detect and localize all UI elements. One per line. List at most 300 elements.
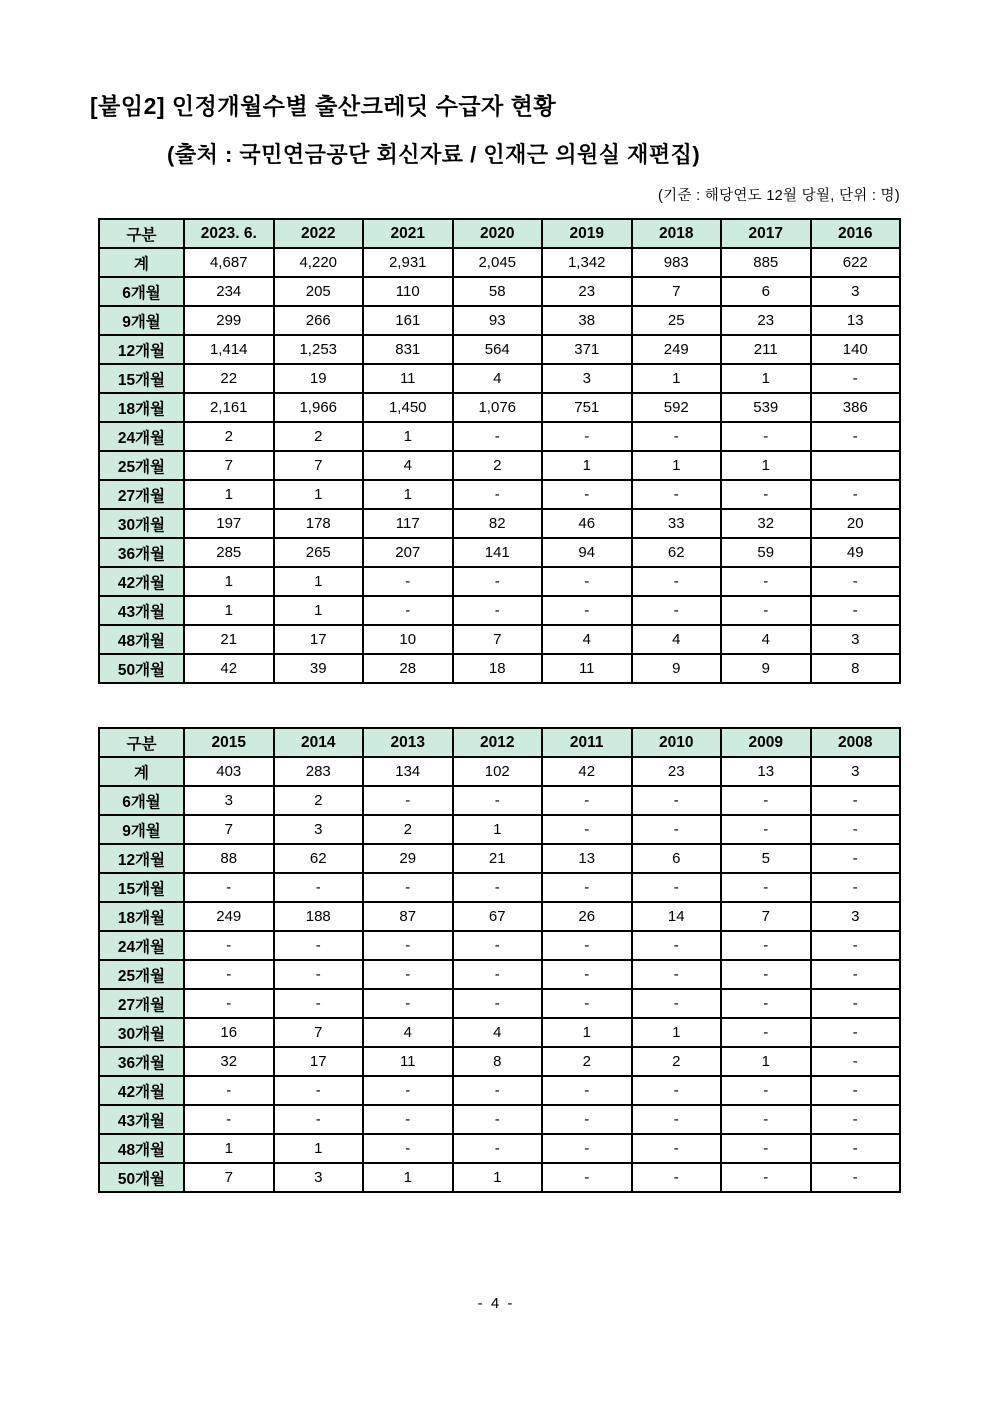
- table-cell: 7: [453, 625, 543, 654]
- table-cell: -: [721, 1105, 811, 1134]
- table-cell: 211: [721, 335, 811, 364]
- row-label: 27개월: [99, 480, 184, 509]
- row-label: 30개월: [99, 509, 184, 538]
- table-cell: 134: [363, 757, 453, 786]
- table-row: [99, 335, 900, 364]
- table-cell: 3: [542, 364, 632, 393]
- table-cell: 1,253: [274, 335, 364, 364]
- table-cell: 2: [274, 786, 364, 815]
- row-label: 계: [99, 757, 184, 786]
- table-cell: 1: [184, 1134, 274, 1163]
- basis-unit-note: (기준 : 해당연도 12월 당월, 단위 : 명): [658, 188, 900, 204]
- table-cell: 1: [453, 815, 543, 844]
- table-cell: 249: [184, 902, 274, 931]
- row-label: 50개월: [99, 654, 184, 683]
- table-row: [99, 757, 900, 786]
- table-cell: 29: [363, 844, 453, 873]
- table-cell: 403: [184, 757, 274, 786]
- table-cell: 3: [184, 786, 274, 815]
- table-cell: 11: [542, 654, 632, 683]
- table-cell: -: [811, 1047, 901, 1076]
- table-cell: -: [542, 1163, 632, 1192]
- corner-header: 구분: [99, 728, 184, 757]
- table-cell: -: [811, 931, 901, 960]
- table-cell: 9: [721, 654, 811, 683]
- table-cell: 2: [363, 815, 453, 844]
- column-header-year: 2020: [453, 219, 543, 248]
- column-header-year: 2018: [632, 219, 722, 248]
- table-cell: 14: [632, 902, 722, 931]
- row-label: 50개월: [99, 1163, 184, 1192]
- table-cell: 178: [274, 509, 364, 538]
- table-row: [99, 931, 900, 960]
- column-header-year: 2015: [184, 728, 274, 757]
- table-cell: -: [632, 786, 722, 815]
- page-subtitle-source: (출처 : 국민연금공단 회신자료 / 인재근 의원실 재편집): [167, 142, 701, 167]
- table-cell: 1: [721, 451, 811, 480]
- table-cell: 19: [274, 364, 364, 393]
- table-cell: -: [721, 931, 811, 960]
- table-row: [99, 480, 900, 509]
- table-cell: 1: [274, 1134, 364, 1163]
- table-cell: -: [632, 1163, 722, 1192]
- column-header-year: 2008: [811, 728, 901, 757]
- table-cell: 49: [811, 538, 901, 567]
- table-cell: 386: [811, 393, 901, 422]
- table-cell: 21: [453, 844, 543, 873]
- row-label: 12개월: [99, 844, 184, 873]
- table-cell: -: [542, 480, 632, 509]
- table-cell: -: [632, 960, 722, 989]
- table-cell: 1: [632, 451, 722, 480]
- table-cell: 539: [721, 393, 811, 422]
- table-cell: -: [363, 1076, 453, 1105]
- column-header-year: 2019: [542, 219, 632, 248]
- table-cell: -: [453, 989, 543, 1018]
- table-cell: -: [274, 931, 364, 960]
- table-cell: -: [811, 1163, 901, 1192]
- table-cell: 1: [274, 567, 364, 596]
- table-cell: 2: [453, 451, 543, 480]
- table-cell: 4: [542, 625, 632, 654]
- table-row: [99, 509, 900, 538]
- table-cell: -: [811, 567, 901, 596]
- table-cell: -: [453, 596, 543, 625]
- table-cell: 9: [632, 654, 722, 683]
- table-cell: 62: [274, 844, 364, 873]
- data-table-2008-2015: [98, 727, 901, 1193]
- row-label: 15개월: [99, 873, 184, 902]
- table-cell: -: [542, 786, 632, 815]
- table-cell: 266: [274, 306, 364, 335]
- table-cell: 102: [453, 757, 543, 786]
- table-cell: 3: [274, 815, 364, 844]
- table-cell: 983: [632, 248, 722, 277]
- column-header-year: 2010: [632, 728, 722, 757]
- column-header-year: 2014: [274, 728, 364, 757]
- table-cell: -: [542, 1076, 632, 1105]
- table-cell: 13: [542, 844, 632, 873]
- table-cell: 283: [274, 757, 364, 786]
- table-cell: 249: [632, 335, 722, 364]
- table-row: [99, 654, 900, 683]
- table-cell: -: [363, 567, 453, 596]
- table-cell: -: [274, 1076, 364, 1105]
- table-cell: -: [811, 1134, 901, 1163]
- table-cell: -: [811, 422, 901, 451]
- table-cell: -: [632, 989, 722, 1018]
- table-cell: -: [811, 1105, 901, 1134]
- table-cell: 6: [632, 844, 722, 873]
- table-cell: -: [184, 1076, 274, 1105]
- table-cell: 3: [811, 757, 901, 786]
- table-cell: 1: [274, 596, 364, 625]
- table-cell: 42: [542, 757, 632, 786]
- table-cell: 1,076: [453, 393, 543, 422]
- data-table-2016-2023: [98, 218, 901, 684]
- table-row: [99, 1076, 900, 1105]
- table-cell: 10: [363, 625, 453, 654]
- header-row: [99, 728, 900, 757]
- table-cell: 7: [632, 277, 722, 306]
- table-cell: 2: [632, 1047, 722, 1076]
- table-cell: -: [453, 480, 543, 509]
- column-header-year: 2021: [363, 219, 453, 248]
- table-cell: -: [184, 873, 274, 902]
- table-cell: -: [811, 815, 901, 844]
- table-cell: 3: [811, 277, 901, 306]
- table-cell: -: [811, 480, 901, 509]
- table-cell: -: [453, 873, 543, 902]
- column-header-year: 2012: [453, 728, 543, 757]
- corner-header: 구분: [99, 219, 184, 248]
- table-cell: -: [363, 1105, 453, 1134]
- table-cell: -: [811, 1076, 901, 1105]
- table-cell: 285: [184, 538, 274, 567]
- row-label: 계: [99, 248, 184, 277]
- table-row: [99, 786, 900, 815]
- table-cell: -: [632, 567, 722, 596]
- table-cell: -: [721, 815, 811, 844]
- table-cell: 4: [363, 451, 453, 480]
- table-cell: -: [811, 989, 901, 1018]
- table-row: [99, 596, 900, 625]
- column-header-year: 2023. 6.: [184, 219, 274, 248]
- table-cell: 1: [453, 1163, 543, 1192]
- table-cell: 93: [453, 306, 543, 335]
- table-cell: -: [453, 931, 543, 960]
- table-cell: -: [811, 960, 901, 989]
- table-cell: -: [542, 596, 632, 625]
- table-cell: -: [542, 989, 632, 1018]
- table-cell: 1: [274, 480, 364, 509]
- column-header-year: 2011: [542, 728, 632, 757]
- table-cell: 4,220: [274, 248, 364, 277]
- row-label: 6개월: [99, 786, 184, 815]
- table-cell: -: [632, 1105, 722, 1134]
- table-cell: -: [811, 844, 901, 873]
- table-cell: 2,931: [363, 248, 453, 277]
- table-cell: 831: [363, 335, 453, 364]
- row-label: 48개월: [99, 1134, 184, 1163]
- table-cell: -: [363, 960, 453, 989]
- table-cell: 59: [721, 538, 811, 567]
- table-cell: 564: [453, 335, 543, 364]
- table-cell: 20: [811, 509, 901, 538]
- table-row: [99, 306, 900, 335]
- table-cell: -: [363, 931, 453, 960]
- table-cell: 1: [721, 1047, 811, 1076]
- table-row: [99, 567, 900, 596]
- row-label: 42개월: [99, 567, 184, 596]
- table-cell: 46: [542, 509, 632, 538]
- table-cell: -: [542, 931, 632, 960]
- table-cell: 7: [184, 451, 274, 480]
- table-cell: 1: [363, 1163, 453, 1192]
- table-cell: 18: [453, 654, 543, 683]
- table-cell: 207: [363, 538, 453, 567]
- table-cell: 1: [542, 451, 632, 480]
- table-cell: 751: [542, 393, 632, 422]
- table-row: [99, 538, 900, 567]
- table-cell: 299: [184, 306, 274, 335]
- table-cell: 32: [184, 1047, 274, 1076]
- table-cell: 141: [453, 538, 543, 567]
- row-label: 36개월: [99, 1047, 184, 1076]
- table-cell: 885: [721, 248, 811, 277]
- table-cell: -: [632, 815, 722, 844]
- column-header-year: 2009: [721, 728, 811, 757]
- table-cell: 234: [184, 277, 274, 306]
- table-cell: -: [721, 480, 811, 509]
- table-cell: 42: [184, 654, 274, 683]
- table-cell: -: [632, 1076, 722, 1105]
- row-label: 30개월: [99, 1018, 184, 1047]
- table-cell: 11: [363, 1047, 453, 1076]
- table-cell: 622: [811, 248, 901, 277]
- row-label: 9개월: [99, 815, 184, 844]
- table-cell: 94: [542, 538, 632, 567]
- table-cell: 3: [274, 1163, 364, 1192]
- table-cell: 1: [542, 1018, 632, 1047]
- table-cell: -: [184, 960, 274, 989]
- table-cell: -: [542, 422, 632, 451]
- row-label: 9개월: [99, 306, 184, 335]
- table-cell: 13: [721, 757, 811, 786]
- table-cell: -: [542, 1134, 632, 1163]
- table-cell: 25: [632, 306, 722, 335]
- table-cell: 592: [632, 393, 722, 422]
- page-number: - 4 -: [477, 1295, 515, 1312]
- table-cell: -: [363, 1134, 453, 1163]
- table-row: [99, 1163, 900, 1192]
- row-label: 43개월: [99, 596, 184, 625]
- table-cell: 1: [721, 364, 811, 393]
- table-cell: -: [721, 873, 811, 902]
- table-cell: 4,687: [184, 248, 274, 277]
- table-cell: -: [721, 596, 811, 625]
- table-cell: 6: [721, 277, 811, 306]
- table-cell: -: [721, 1076, 811, 1105]
- table-cell: 22: [184, 364, 274, 393]
- table-row: [99, 873, 900, 902]
- table-cell: 2,161: [184, 393, 274, 422]
- column-header-year: 2022: [274, 219, 364, 248]
- column-header-year: 2017: [721, 219, 811, 248]
- table-cell: 7: [184, 1163, 274, 1192]
- page-title: [붙임2] 인정개월수별 출산크레딧 수급자 현황: [90, 93, 557, 119]
- table-cell: 1,342: [542, 248, 632, 277]
- table-cell: -: [632, 873, 722, 902]
- table-cell: 8: [453, 1047, 543, 1076]
- table-cell: 1,966: [274, 393, 364, 422]
- table-cell: -: [274, 989, 364, 1018]
- table-cell: 7: [721, 902, 811, 931]
- table-cell: 7: [274, 1018, 364, 1047]
- table-cell: 32: [721, 509, 811, 538]
- table-cell: 16: [184, 1018, 274, 1047]
- table-row: [99, 1134, 900, 1163]
- table-cell: -: [184, 1105, 274, 1134]
- table-cell: 87: [363, 902, 453, 931]
- table-cell: 3: [811, 625, 901, 654]
- table-cell: 1: [184, 567, 274, 596]
- table-cell: 371: [542, 335, 632, 364]
- table-row: [99, 451, 900, 480]
- table-cell: -: [632, 931, 722, 960]
- table-row: [99, 902, 900, 931]
- table-cell: 1: [184, 480, 274, 509]
- table-cell: -: [721, 1163, 811, 1192]
- table-cell: 13: [811, 306, 901, 335]
- table-cell: 33: [632, 509, 722, 538]
- table-row: [99, 422, 900, 451]
- table-cell: -: [363, 786, 453, 815]
- row-label: 43개월: [99, 1105, 184, 1134]
- table-cell: 2: [274, 422, 364, 451]
- table-cell: 1: [632, 364, 722, 393]
- table-cell: -: [721, 989, 811, 1018]
- row-label: 24개월: [99, 422, 184, 451]
- table-cell: 67: [453, 902, 543, 931]
- table-cell: 11: [363, 364, 453, 393]
- table-cell: -: [274, 960, 364, 989]
- table-cell: -: [811, 786, 901, 815]
- table-cell: 3: [811, 902, 901, 931]
- table-cell: -: [542, 873, 632, 902]
- table-cell: -: [363, 873, 453, 902]
- table-cell: 161: [363, 306, 453, 335]
- table-cell: 1,414: [184, 335, 274, 364]
- row-label: 25개월: [99, 451, 184, 480]
- table-cell: 4: [453, 1018, 543, 1047]
- column-header-year: 2016: [811, 219, 901, 248]
- row-label: 6개월: [99, 277, 184, 306]
- row-label: 18개월: [99, 902, 184, 931]
- table-cell: -: [274, 1105, 364, 1134]
- table-cell: 2: [542, 1047, 632, 1076]
- table-cell: 88: [184, 844, 274, 873]
- table-row: [99, 1047, 900, 1076]
- table-cell: -: [721, 1134, 811, 1163]
- table-cell: -: [453, 1076, 543, 1105]
- table-cell: -: [363, 596, 453, 625]
- table-cell: 38: [542, 306, 632, 335]
- table-row: [99, 364, 900, 393]
- table-cell: -: [632, 480, 722, 509]
- table-cell: 4: [363, 1018, 453, 1047]
- table-cell: 265: [274, 538, 364, 567]
- table-row: [99, 277, 900, 306]
- table-cell: 62: [632, 538, 722, 567]
- table-cell: -: [811, 364, 901, 393]
- row-label: 27개월: [99, 989, 184, 1018]
- table-row: [99, 248, 900, 277]
- table-cell: 4: [632, 625, 722, 654]
- row-label: 15개월: [99, 364, 184, 393]
- header-row: [99, 219, 900, 248]
- table-cell: -: [632, 596, 722, 625]
- row-label: 48개월: [99, 625, 184, 654]
- table-cell: -: [721, 567, 811, 596]
- column-header-year: 2013: [363, 728, 453, 757]
- table-row: [99, 1018, 900, 1047]
- table-cell: 58: [453, 277, 543, 306]
- table-cell: 1,450: [363, 393, 453, 422]
- table-cell: -: [184, 931, 274, 960]
- table-cell: -: [274, 873, 364, 902]
- table-row: [99, 844, 900, 873]
- table-cell: -: [721, 422, 811, 451]
- table-cell: 117: [363, 509, 453, 538]
- table-cell: 110: [363, 277, 453, 306]
- table-cell: [811, 451, 901, 480]
- row-label: 18개월: [99, 393, 184, 422]
- table-cell: -: [542, 960, 632, 989]
- row-label: 12개월: [99, 335, 184, 364]
- table-row: [99, 1105, 900, 1134]
- table-cell: -: [632, 422, 722, 451]
- table-cell: -: [184, 989, 274, 1018]
- table-row: [99, 989, 900, 1018]
- table-cell: -: [542, 567, 632, 596]
- table-row: [99, 815, 900, 844]
- table-cell: 1: [363, 422, 453, 451]
- table-cell: 205: [274, 277, 364, 306]
- table-cell: 8: [811, 654, 901, 683]
- table-cell: 2: [184, 422, 274, 451]
- table-cell: -: [453, 1134, 543, 1163]
- table-cell: 140: [811, 335, 901, 364]
- table-cell: 4: [721, 625, 811, 654]
- table-cell: 1: [632, 1018, 722, 1047]
- table-row: [99, 625, 900, 654]
- table-cell: 23: [721, 306, 811, 335]
- table-cell: -: [453, 422, 543, 451]
- table-cell: -: [721, 1018, 811, 1047]
- table-cell: -: [721, 960, 811, 989]
- table-cell: 82: [453, 509, 543, 538]
- table-cell: -: [632, 1134, 722, 1163]
- table-cell: 17: [274, 1047, 364, 1076]
- table-cell: 2,045: [453, 248, 543, 277]
- table-cell: -: [542, 815, 632, 844]
- row-label: 25개월: [99, 960, 184, 989]
- table-cell: -: [453, 960, 543, 989]
- table-cell: 21: [184, 625, 274, 654]
- table-cell: 188: [274, 902, 364, 931]
- table-cell: 28: [363, 654, 453, 683]
